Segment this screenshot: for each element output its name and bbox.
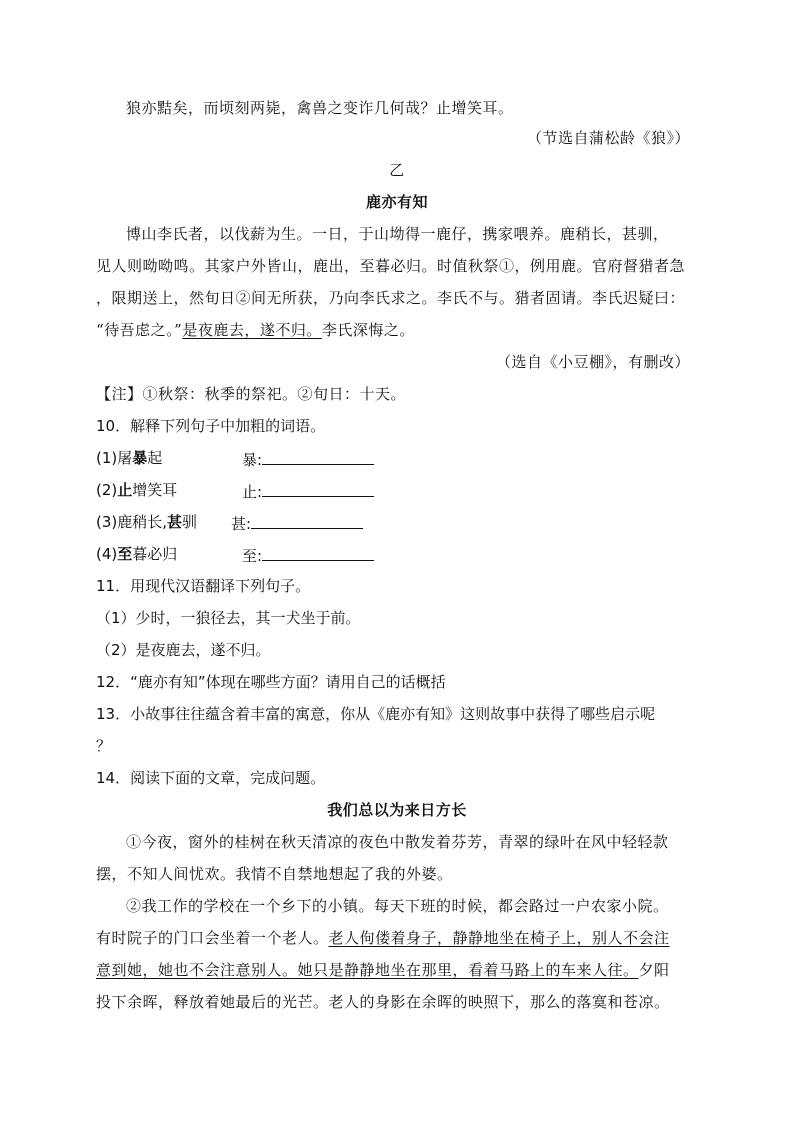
bold-word: 暴 [132, 449, 148, 467]
question-12-stem: 12．“鹿亦有知”体现在哪些方面？请用自己的话概括 [96, 673, 446, 691]
answer-blank-3[interactable] [251, 512, 363, 529]
question-13-stem-line-2: ？ [96, 737, 112, 755]
passage-jia-last-line: 狼亦黠矣，而顷刻两毙，禽兽之变诈几何哉？止增笑耳。 [126, 99, 514, 117]
question-11-sentence-2: （2）是夜鹿去，遂不归。 [96, 641, 271, 659]
article-p2-line-4: 投下余晖，释放着她最后的光芒。老人的身影在余晖的映照下，那么的落寞和苍凉。 [96, 993, 670, 1011]
answer-blank-4[interactable] [262, 544, 374, 561]
passage-yi-source: （选自《小豆棚》，有删改） [495, 353, 690, 371]
answer-key-2: 止: [242, 480, 374, 502]
article-p2-line-2: 有时院子的门口会坐着一个老人。老人佝偻着身子，静静地坐在椅子上，别人不会注 [96, 929, 670, 947]
article-p1-line-2: 摆，不知人间忧欢。我情不自禁地想起了我的外婆。 [96, 865, 453, 883]
passage-yi-title: 鹿亦有知 [365, 193, 428, 211]
question-10-stem: 10．解释下列句子中加粗的词语。 [96, 417, 326, 435]
bold-word: 甚 [167, 513, 183, 531]
quote-text: “待吾虑之。” [96, 321, 183, 339]
bold-word: 至 [117, 545, 133, 563]
underlined-sentence: 老人佝偻着身子，静静地坐在椅子上，别人不会注 [328, 929, 670, 947]
answer-blank-1[interactable] [262, 448, 374, 465]
article-title: 我们总以为来日方长 [327, 801, 467, 819]
bold-word: 止 [117, 481, 133, 499]
answer-blank-2[interactable] [262, 480, 374, 497]
question-11-stem: 11．用现代汉语翻译下列句子。 [96, 577, 311, 595]
underlined-sentence: 是夜鹿去，遂不归。 [182, 321, 322, 339]
answer-key-1: 暴: [242, 448, 374, 470]
passage-yi-line-2: 见人则呦呦鸣。其家户外皆山，鹿出，至暮必归。时值秋祭①，例用鹿。官府督猎者急 [96, 257, 686, 275]
passage-yi-note: 【注】①秋祭：秋季的祭祀。②旬日：十天。 [96, 385, 407, 403]
underlined-sentence: 她只是静静地坐在那里，看着马路上的车来人往。 [297, 961, 639, 979]
question-10-item-3: (3)鹿稍长,甚驯 [96, 513, 198, 531]
question-10-item-1: (1)屠暴起 [96, 449, 163, 467]
question-11-sentence-1: （1）少时，一狼径去，其一犬坐于前。 [96, 609, 361, 627]
passage-jia-source: （节选自蒲松龄《狼》） [526, 129, 690, 147]
passage-yi-line-4 [96, 320, 415, 340]
passage-yi-line-3: ，限期送上，然旬日②间无所获，乃向李氏求之。李氏不与。猎者固请。李氏迟疑曰： [96, 289, 686, 307]
passage-yi-label: 乙 [389, 161, 405, 179]
answer-key-4: 至: [242, 544, 374, 566]
article-p2-line-3: 意到她，她也不会注意别人。她只是静静地坐在那里，看着马路上的车来人往。夕阳 [96, 961, 670, 979]
question-10-item-4: (4)至暮必归 [96, 545, 178, 563]
question-13-stem-line-1: 13．小故事往往蕴含着丰富的寓意，你从《鹿亦有知》这则故事中获得了哪些启示呢 [96, 705, 656, 723]
question-10-item-2: (2)止增笑耳 [96, 481, 178, 499]
article-p2-line-1: ②我工作的学校在一个乡下的小镇。每天下班的时候，都会路过一户农家小院。 [126, 897, 669, 915]
underlined-sentence: 意到她，她也不会注意别人。 [96, 961, 298, 979]
answer-key-3: 甚: [231, 512, 363, 534]
question-14-stem: 14．阅读下面的文章，完成问题。 [96, 769, 326, 787]
closing-text: 李氏深悔之。 [321, 321, 415, 339]
article-p1-line-1: ①今夜，窗外的桂树在秋天清凉的夜色中散发着芬芳，青翠的绿叶在风中轻轻款 [126, 833, 669, 851]
passage-yi-line-1: 博山李氏者，以伐薪为生。一日，于山坳得一鹿仔，携家喂养。鹿稍长，甚驯， [126, 225, 669, 243]
